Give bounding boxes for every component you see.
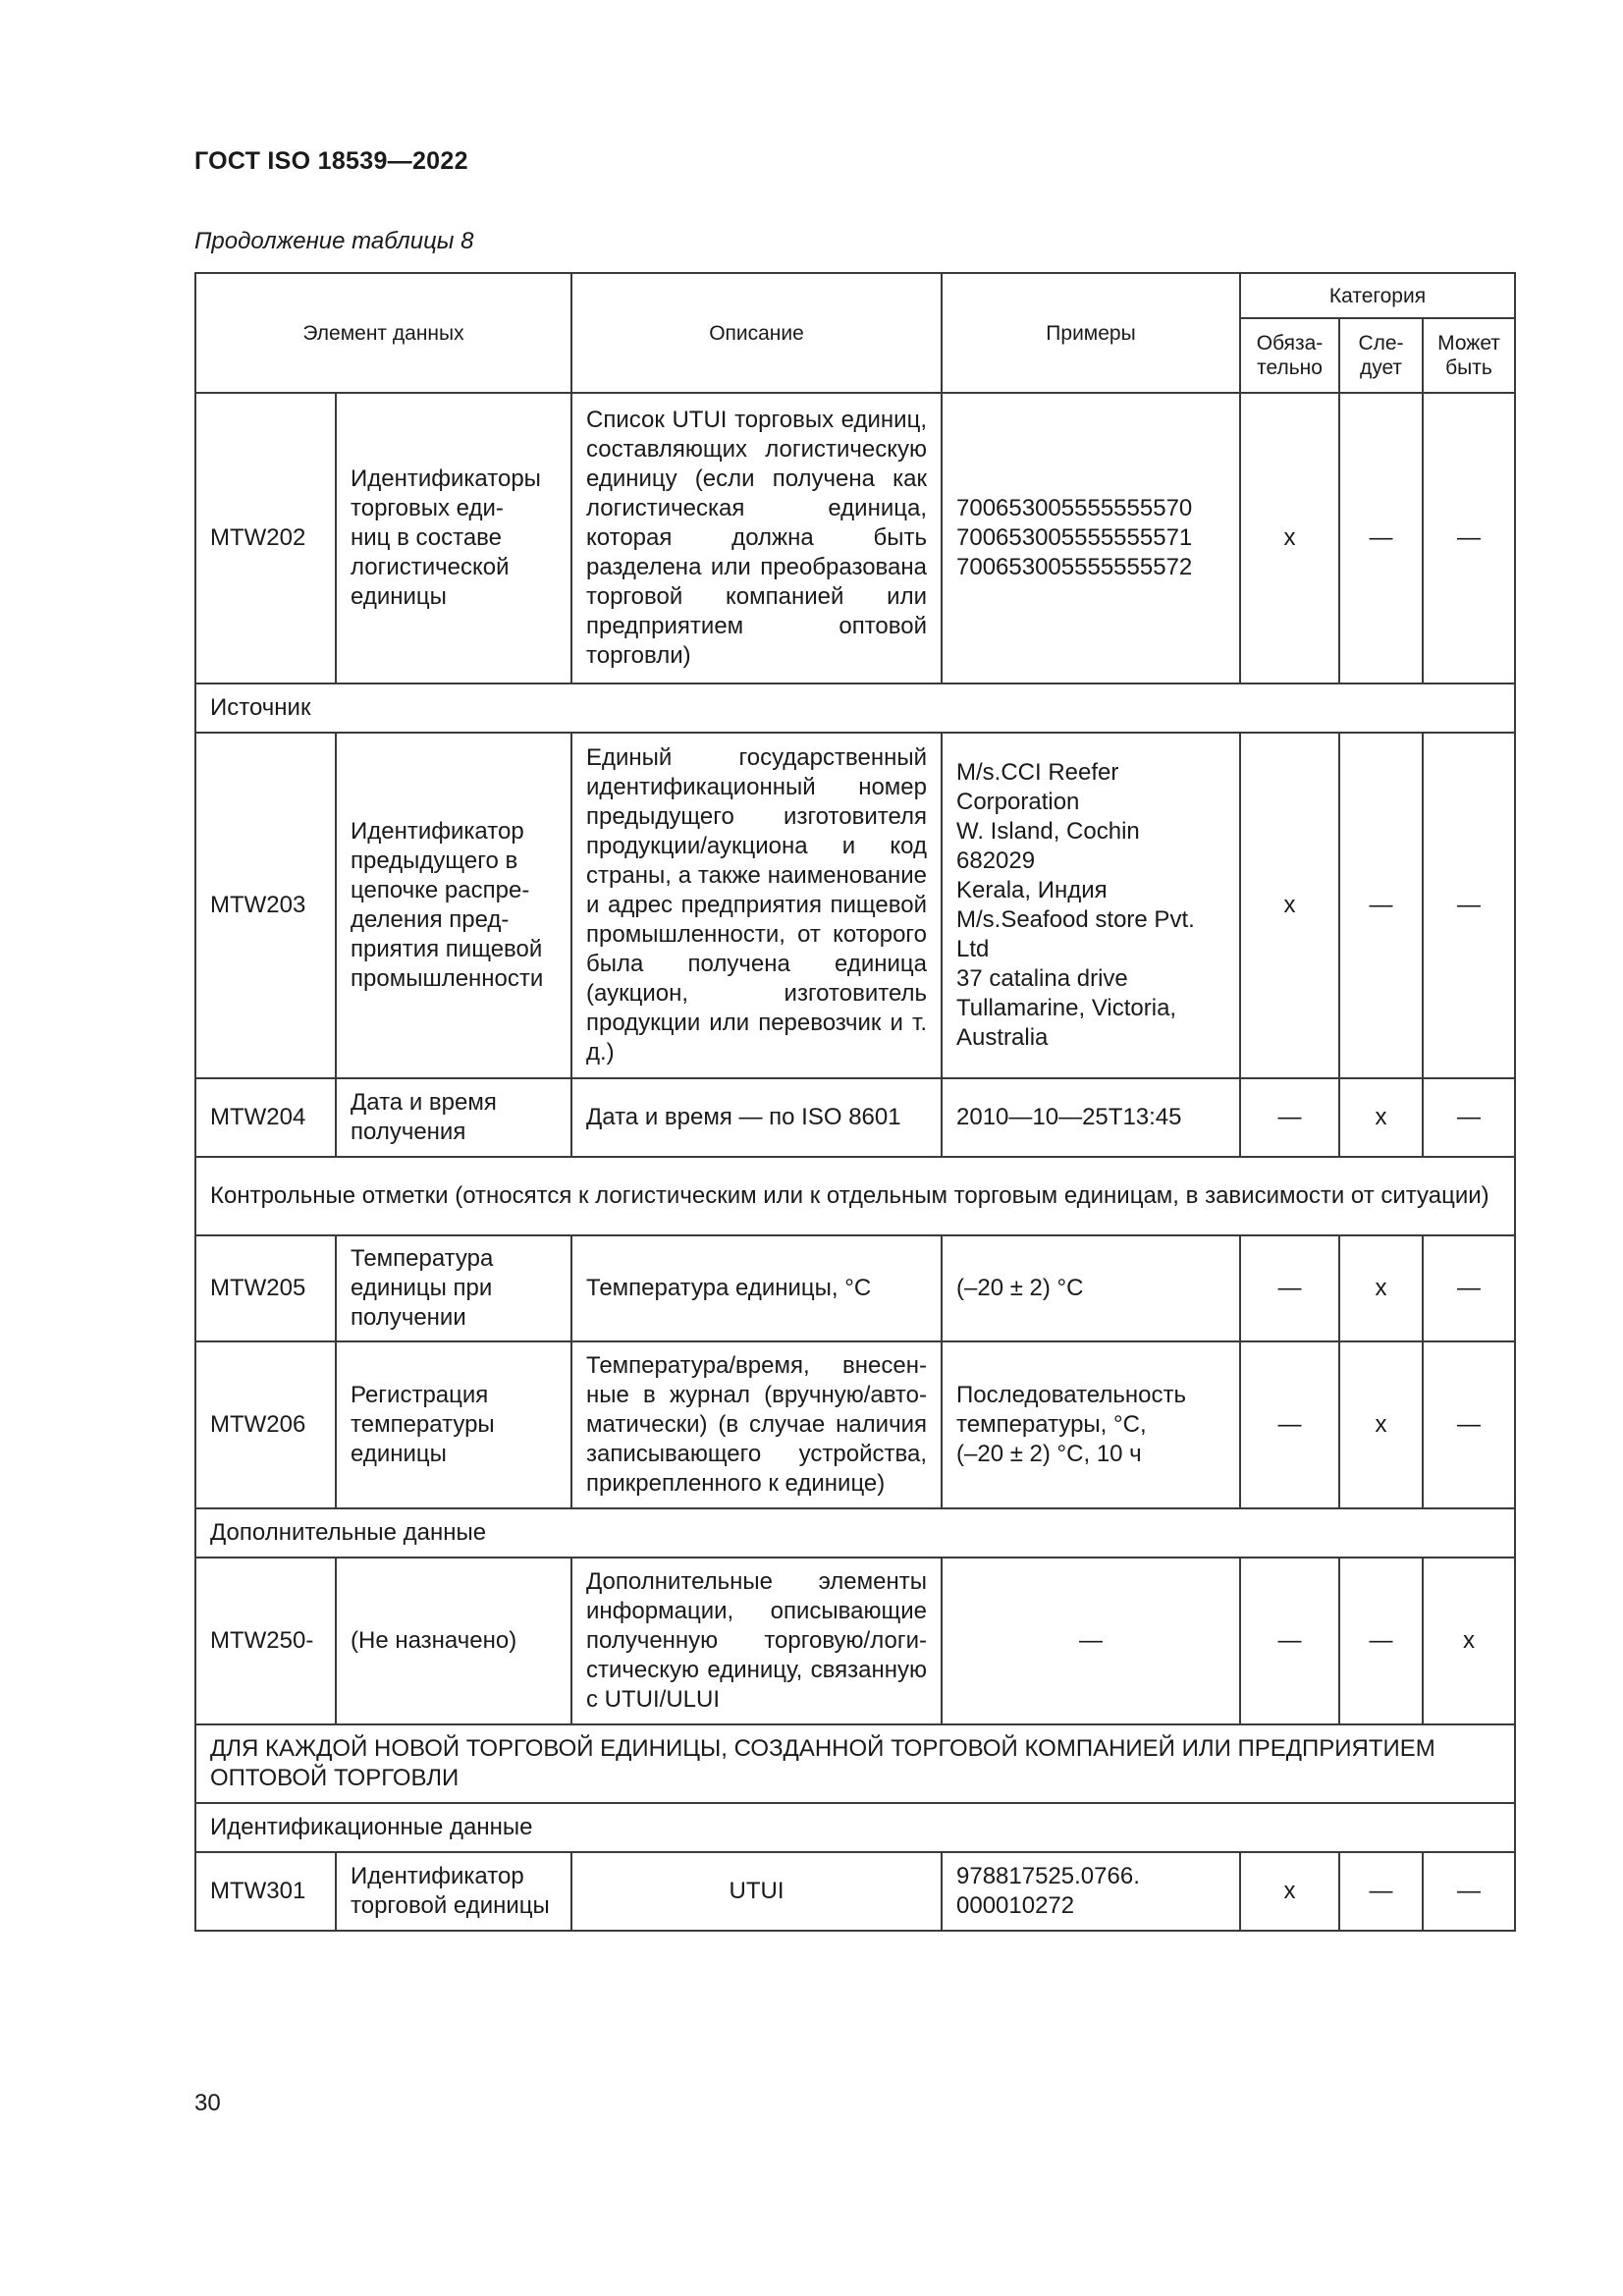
example-line: (–20 ± 2) °С, 10 ч bbox=[956, 1441, 1142, 1467]
category-should: — bbox=[1339, 393, 1423, 683]
section-title: ДЛЯ КАЖДОЙ НОВОЙ ТОРГОВОЙ ЕДИНИЦЫ, СОЗДАННОЙ ТОРГОВОЙ КОМПАНИЕЙ ИЛИ ПРЕДПРИЯТИЕМ ОПТОВОЙ ТОРГОВЛИ bbox=[195, 1724, 1515, 1803]
category-may: — bbox=[1423, 1341, 1515, 1508]
example-line: M/s.Seafood store Pvt. bbox=[956, 906, 1195, 933]
example-line: 700653005555555572 bbox=[956, 554, 1193, 580]
example-line: Последовательность bbox=[956, 1382, 1186, 1408]
section-row-additional bbox=[195, 1508, 1515, 1558]
section-row-new-units bbox=[195, 1724, 1515, 1803]
name-line: деления пред- bbox=[351, 906, 510, 933]
table-caption: Продолжение таблицы 8 bbox=[194, 228, 474, 254]
column-header-examples: Примеры bbox=[942, 273, 1240, 393]
table-row-mtw250 bbox=[195, 1558, 1515, 1724]
name-line: логистической bbox=[351, 554, 510, 580]
example-line: (–20 ± 2) °С bbox=[956, 1275, 1084, 1301]
example-line: температуры, °С, bbox=[956, 1411, 1147, 1438]
example-line: Corporation bbox=[956, 789, 1080, 815]
example-line: Kerala, Индия bbox=[956, 877, 1108, 903]
name-line: единицы bbox=[351, 1441, 447, 1467]
section-title: Дополнительные данные bbox=[195, 1508, 1515, 1558]
document-header: ГОСТ ISO 18539—2022 bbox=[194, 147, 468, 175]
example-line: Ltd bbox=[956, 936, 990, 962]
table-row-mtw204 bbox=[195, 1078, 1515, 1157]
element-examples bbox=[942, 1078, 1240, 1157]
table-row-mtw206 bbox=[195, 1341, 1515, 1508]
page-number: 30 bbox=[194, 2090, 221, 2116]
section-title: Контрольные отметки (относятся к логистическим или к отдельным торговым единицам, в зависимости от ситуации) bbox=[195, 1157, 1515, 1235]
element-examples: — bbox=[942, 1558, 1240, 1724]
category-should: — bbox=[1339, 1558, 1423, 1724]
name-line: предыдущего в bbox=[351, 847, 518, 874]
element-description: Список UTUI торговых единиц, составляющих логистическую единицу (если получена как логистическая единица, которая должна быть разделена или преобразована торговой компанией или предприятием оптовой торговли) bbox=[571, 393, 942, 683]
header-line: Сле- bbox=[1358, 332, 1404, 355]
column-header-mandatory bbox=[1240, 318, 1339, 393]
element-description: Дата и время — по ISO 8601 bbox=[571, 1078, 942, 1157]
header-row bbox=[195, 273, 1515, 318]
header-line: дует bbox=[1359, 356, 1403, 379]
category-mandatory: — bbox=[1240, 1235, 1339, 1341]
name-line: (Не назначено) bbox=[351, 1627, 517, 1654]
example-line: 978817525.0766. bbox=[956, 1863, 1140, 1889]
element-code: MTW301 bbox=[195, 1852, 336, 1931]
category-should: — bbox=[1339, 733, 1423, 1078]
name-line: приятия пищевой bbox=[351, 936, 543, 962]
category-may: — bbox=[1423, 1235, 1515, 1341]
category-mandatory: — bbox=[1240, 1558, 1339, 1724]
element-description: Единый государственный идентификационный номер предыдущего изготовителя продукции/аукциона и код страны, а также наименование и адрес предприятия пищевой промышленности, от которого была получена единица (аукцион, изготовитель продукции или перевозчик и т. д.) bbox=[571, 733, 942, 1078]
element-examples bbox=[942, 1341, 1240, 1508]
element-examples bbox=[942, 1852, 1240, 1931]
category-may: — bbox=[1423, 393, 1515, 683]
element-examples bbox=[942, 1235, 1240, 1341]
element-name bbox=[336, 1852, 571, 1931]
element-code: MTW250- bbox=[195, 1558, 336, 1724]
element-examples bbox=[942, 393, 1240, 683]
table-row-mtw301 bbox=[195, 1852, 1515, 1931]
element-description: UTUI bbox=[571, 1852, 942, 1931]
category-should: x bbox=[1339, 1235, 1423, 1341]
column-header-description: Описание bbox=[571, 273, 942, 393]
example-line: 682029 bbox=[956, 847, 1036, 874]
name-line: единицы при bbox=[351, 1275, 493, 1301]
name-line: торговых еди- bbox=[351, 495, 504, 521]
category-may: x bbox=[1423, 1558, 1515, 1724]
element-name bbox=[336, 1341, 571, 1508]
column-header-should bbox=[1339, 318, 1423, 393]
example-line: 000010272 bbox=[956, 1892, 1075, 1919]
element-name bbox=[336, 1558, 571, 1724]
element-name bbox=[336, 1078, 571, 1157]
element-name bbox=[336, 1235, 571, 1341]
category-should: x bbox=[1339, 1078, 1423, 1157]
name-line: Идентификаторы bbox=[351, 465, 541, 492]
example-line: 700653005555555571 bbox=[956, 524, 1193, 551]
name-line: промышленности bbox=[351, 965, 544, 992]
element-name bbox=[336, 733, 571, 1078]
section-title: Идентификационные данные bbox=[195, 1803, 1515, 1852]
element-description: Дополнительные элементы информации, описывающие полученную торговую/логистическую единицу, связанную с UTUI/ULUI bbox=[571, 1558, 942, 1724]
header-line: быть bbox=[1445, 356, 1492, 379]
element-code: MTW203 bbox=[195, 733, 336, 1078]
data-elements-table bbox=[194, 272, 1516, 1932]
name-line: Идентификатор bbox=[351, 1863, 524, 1889]
example-line: Australia bbox=[956, 1024, 1049, 1051]
section-title: Источник bbox=[195, 683, 1515, 733]
element-name bbox=[336, 393, 571, 683]
element-description: Температура/время, внесенные в журнал (вручную/автоматически) (в случае наличия записывающего устройства, прикрепленного к единице) bbox=[571, 1341, 942, 1508]
element-code: MTW205 bbox=[195, 1235, 336, 1341]
category-mandatory: x bbox=[1240, 393, 1339, 683]
name-line: Идентификатор bbox=[351, 818, 524, 845]
category-mandatory: — bbox=[1240, 1341, 1339, 1508]
section-row-source bbox=[195, 683, 1515, 733]
column-header-element: Элемент данных bbox=[195, 273, 571, 393]
name-line: получения bbox=[351, 1119, 466, 1145]
name-line: получении bbox=[351, 1304, 466, 1331]
element-code: MTW204 bbox=[195, 1078, 336, 1157]
category-may: — bbox=[1423, 1078, 1515, 1157]
table-row-mtw203 bbox=[195, 733, 1515, 1078]
name-line: Регистрация bbox=[351, 1382, 489, 1408]
example-line: W. Island, Cochin bbox=[956, 818, 1140, 845]
column-header-category: Категория bbox=[1240, 273, 1515, 318]
header-line: тельно bbox=[1257, 356, 1323, 379]
name-line: ниц в составе bbox=[351, 524, 503, 551]
section-row-control bbox=[195, 1157, 1515, 1235]
header-line: Обяза- bbox=[1256, 332, 1324, 355]
name-line: единицы bbox=[351, 583, 447, 610]
category-may: — bbox=[1423, 733, 1515, 1078]
name-line: торговой единицы bbox=[351, 1892, 550, 1919]
element-code: MTW206 bbox=[195, 1341, 336, 1508]
name-line: Дата и время bbox=[351, 1089, 497, 1116]
element-description: Температура единицы, °С bbox=[571, 1235, 942, 1341]
element-examples bbox=[942, 733, 1240, 1078]
example-line: 700653005555555570 bbox=[956, 495, 1193, 521]
column-header-may bbox=[1423, 318, 1515, 393]
example-line: 2010—10—25T13:45 bbox=[956, 1104, 1182, 1130]
example-line: Tullamarine, Victoria, bbox=[956, 995, 1177, 1021]
category-may: — bbox=[1423, 1852, 1515, 1931]
example-line: M/s.CCI Reefer bbox=[956, 759, 1119, 786]
section-row-identification bbox=[195, 1803, 1515, 1852]
category-mandatory: — bbox=[1240, 1078, 1339, 1157]
table-row-mtw202 bbox=[195, 393, 1515, 683]
example-line: 37 catalina drive bbox=[956, 965, 1128, 992]
category-should: x bbox=[1339, 1341, 1423, 1508]
name-line: цепочке распре- bbox=[351, 877, 530, 903]
table-row-mtw205 bbox=[195, 1235, 1515, 1341]
name-line: температуры bbox=[351, 1411, 495, 1438]
name-line: Температура bbox=[351, 1245, 494, 1272]
category-mandatory: x bbox=[1240, 1852, 1339, 1931]
category-should: — bbox=[1339, 1852, 1423, 1931]
element-code: MTW202 bbox=[195, 393, 336, 683]
header-line: Может bbox=[1437, 332, 1500, 355]
category-mandatory: x bbox=[1240, 733, 1339, 1078]
